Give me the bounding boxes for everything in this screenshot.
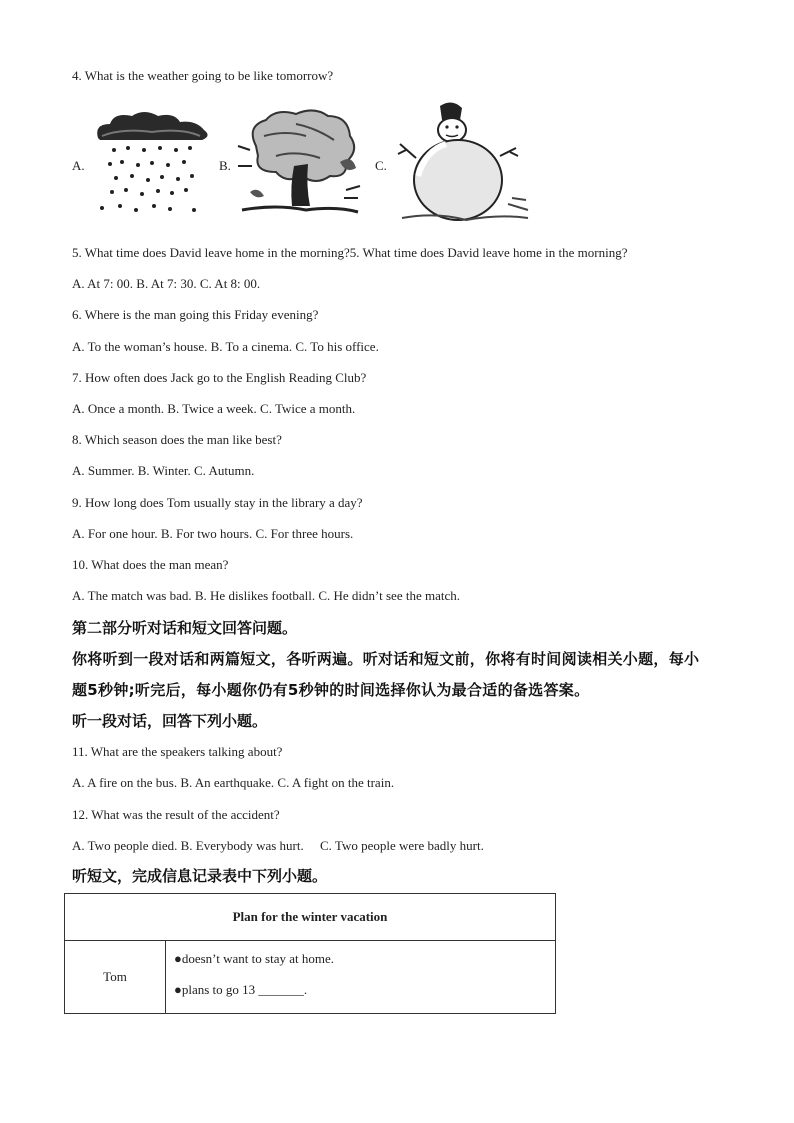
answer-options-10: A. The match was bad. B. He dislikes football. C. He didn’t see the match. bbox=[72, 588, 460, 603]
option-c-label: C. bbox=[375, 158, 387, 173]
question-11: 11. What are the speakers talking about? bbox=[72, 744, 283, 759]
option-a-label: A. bbox=[72, 158, 85, 173]
part2-instructions-line2: 题5秒钟;听完后，每小题你仍有5秒钟的时间选择你认为最合适的备选答案。 bbox=[72, 681, 590, 699]
note-item-blank-13: ●plans to go 13 _______. bbox=[174, 982, 308, 997]
plan-table bbox=[64, 893, 556, 1014]
question-6: 6. Where is the man going this Friday evening? bbox=[72, 307, 319, 322]
question-12: 12. What was the result of the accident? bbox=[72, 807, 280, 822]
part2-instructions-line1: 你将听到一段对话和两篇短文，各听两遍。听对话和短文前，你将有时间阅读相关小题，每小 bbox=[72, 650, 700, 668]
note-item: ●doesn’t want to stay at home. bbox=[174, 951, 334, 966]
answer-options-11: A. A fire on the bus. B. An earthquake. C. A fight on the train. bbox=[72, 775, 395, 790]
passage-heading: 听短文，完成信息记录表中下列小题。 bbox=[72, 867, 328, 885]
dialog-heading: 听一段对话，回答下列小题。 bbox=[72, 712, 268, 730]
answer-options-5: A. At 7: 00. B. At 7: 30. C. At 8: 00. bbox=[72, 276, 261, 291]
snowing-cloud-icon bbox=[92, 110, 214, 222]
question-9: 9. How long does Tom usually stay in the library a day? bbox=[72, 495, 363, 510]
table-row bbox=[65, 941, 556, 1014]
snowman-icon bbox=[396, 100, 532, 224]
plan-table-title: Plan for the winter vacation bbox=[65, 894, 556, 941]
question-8: 8. Which season does the man like best? bbox=[72, 432, 282, 447]
question-4: 4. What is the weather going to be like tomorrow? bbox=[72, 68, 334, 83]
question-10: 10. What does the man mean? bbox=[72, 557, 229, 572]
plan-table-notes bbox=[166, 941, 556, 1014]
part2-heading: 第二部分听对话和短文回答问题。 bbox=[72, 619, 298, 637]
answer-options-7: A. Once a month. B. Twice a week. C. Twice a month. bbox=[72, 401, 356, 416]
answer-options-8: A. Summer. B. Winter. C. Autumn. bbox=[72, 463, 255, 478]
question-7: 7. How often does Jack go to the English Reading Club? bbox=[72, 370, 367, 385]
answer-options-12: A. Two people died. B. Everybody was hurt. C. Two people were badly hurt. bbox=[72, 838, 484, 853]
windy-tree-icon bbox=[236, 106, 362, 222]
answer-options-6: A. To the woman’s house. B. To a cinema. C. To his office. bbox=[72, 339, 379, 354]
option-b-label: B. bbox=[219, 158, 231, 173]
question-5: 5. What time does David leave home in the morning?5. What time does David leave home in the morning? bbox=[72, 245, 628, 260]
answer-options-9: A. For one hour. B. For two hours. C. For three hours. bbox=[72, 526, 354, 541]
plan-table-name: Tom bbox=[65, 941, 166, 1014]
